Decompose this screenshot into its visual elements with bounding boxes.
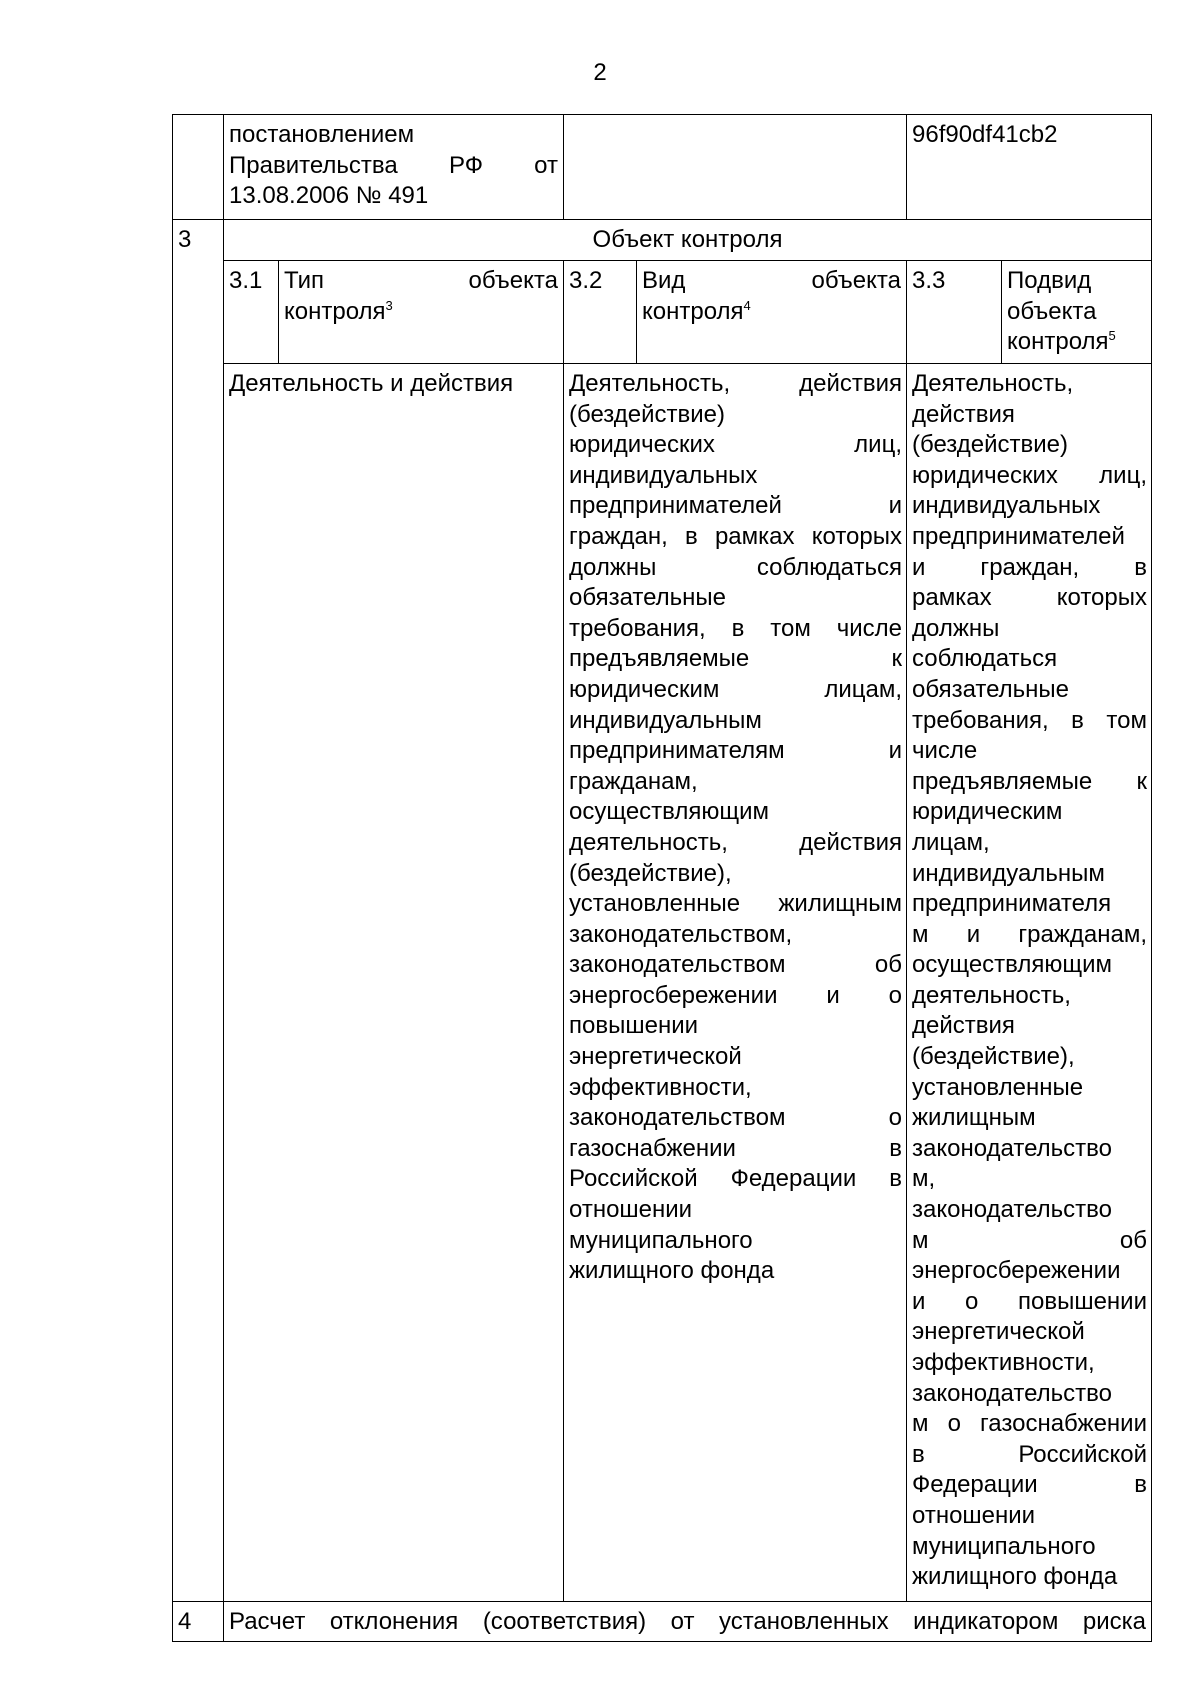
subheader-number-3-1: 3.1 xyxy=(224,261,279,364)
object-subkind-line-26: законодательство xyxy=(912,1134,1112,1162)
table-row-object-header xyxy=(173,220,1152,261)
object-kind-line-2: (бездействие) xyxy=(569,400,726,428)
object-subkind-line-13: числе xyxy=(912,737,978,765)
object-kind-line-9: требования, в том числе xyxy=(569,614,902,642)
object-kind-line-17: (бездействие), xyxy=(569,859,732,887)
object-subkind-line-31: и о повышении xyxy=(912,1287,1147,1315)
object-kind-line-16: деятельность, действия xyxy=(569,828,902,856)
object-kind-line-12: индивидуальным xyxy=(569,706,762,734)
object-subkind-line-14: предъявляемые к xyxy=(912,767,1147,795)
subheader-kind-line-2: контроля xyxy=(642,297,744,325)
object-subkind-line-23: (бездействие), xyxy=(912,1043,1075,1071)
object-subkind-line-7: и граждан, в xyxy=(912,553,1147,581)
footnote-3: 3 xyxy=(385,297,393,313)
footnote-5: 5 xyxy=(1108,328,1116,344)
object-subkind-value xyxy=(907,364,1152,1602)
subheader-type-line-1: Тип объекта xyxy=(284,267,558,294)
footnote-4: 4 xyxy=(743,297,751,313)
object-subkind-line-6: предпринимателей xyxy=(912,522,1125,550)
object-kind-line-14: гражданам, xyxy=(569,767,698,795)
subheader-number-3-3: 3.3 xyxy=(907,261,1002,364)
object-kind-line-26: газоснабжении в xyxy=(569,1134,902,1162)
object-kind-line-8: обязательные xyxy=(569,584,727,612)
object-subkind-line-22: действия xyxy=(912,1012,1015,1040)
object-subkind-line-12: требования, в том xyxy=(912,706,1147,734)
object-subkind-line-25: жилищным xyxy=(912,1104,1036,1132)
object-kind-value xyxy=(564,364,907,1602)
object-subkind-line-32: энергетической xyxy=(912,1318,1085,1346)
object-subkind-line-40: жилищного фонда xyxy=(912,1563,1118,1591)
page-number: 2 xyxy=(593,59,607,86)
object-kind-line-22: повышении xyxy=(569,1012,699,1040)
object-subkind-line-20: осуществляющим xyxy=(912,951,1113,979)
object-kind-line-10: предъявляемые к xyxy=(569,645,902,673)
row-number-cell xyxy=(173,115,224,220)
table-row-values xyxy=(173,364,1152,1602)
subheader-type-of-object xyxy=(279,261,564,364)
object-subkind-line-33: эффективности, xyxy=(912,1349,1095,1376)
object-subkind-line-39: муниципального xyxy=(912,1532,1096,1560)
object-subkind-line-19: м и гражданам, xyxy=(912,920,1147,948)
object-subkind-line-2: действия xyxy=(912,400,1015,428)
object-kind-line-24: эффективности, xyxy=(569,1073,752,1101)
object-kind-line-15: осуществляющим xyxy=(569,798,770,826)
object-subkind-line-10: соблюдаться xyxy=(912,645,1058,673)
row-number-4: 4 xyxy=(173,1602,224,1642)
object-subkind-line-5: индивидуальных xyxy=(912,492,1101,520)
object-subkind-line-18: предпринимателя xyxy=(912,890,1112,918)
object-subkind-line-4: юридических лиц, xyxy=(912,461,1147,489)
object-subkind-line-8: рамках которых xyxy=(912,584,1147,612)
object-kind-line-11: юридическим лицам, xyxy=(569,675,902,703)
object-kind-line-18: установленные жилищным xyxy=(569,890,902,918)
subheader-subkind-line-3: контроля xyxy=(1007,328,1109,356)
subheader-number-3-2: 3.2 xyxy=(564,261,637,364)
object-subkind-text xyxy=(912,369,1147,1593)
object-kind-line-30: жилищного фонда xyxy=(569,1257,775,1285)
object-subkind-line-30: энергосбережении xyxy=(912,1257,1121,1285)
object-kind-line-6: граждан, в рамках которых xyxy=(569,522,902,550)
object-type-text: Деятельность и действия xyxy=(229,370,514,397)
identifier-cell: 96f90df41cb2 xyxy=(907,115,1152,220)
object-subkind-line-11: обязательные xyxy=(912,675,1070,703)
object-subkind-line-38: отношении xyxy=(912,1501,1036,1529)
table-row-top xyxy=(173,115,1152,220)
empty-cell xyxy=(564,115,907,220)
object-kind-line-28: отношении xyxy=(569,1196,693,1224)
object-subkind-line-1: Деятельность, xyxy=(912,370,1074,397)
subheader-subkind-of-object xyxy=(1002,261,1152,364)
object-subkind-line-34: законодательство xyxy=(912,1379,1112,1407)
subheader-subkind-line-2: объекта xyxy=(1007,297,1097,325)
table-row-subheaders xyxy=(173,261,1152,364)
object-kind-text xyxy=(569,369,902,1287)
object-kind-line-25: законодательством о xyxy=(569,1104,902,1132)
object-kind-line-19: законодательством, xyxy=(569,920,793,948)
object-kind-line-27: Российской Федерации в xyxy=(569,1165,902,1193)
object-kind-line-21: энергосбережении и о xyxy=(569,981,902,1009)
deviation-calculation-cell xyxy=(224,1602,1152,1642)
document-reference-cell xyxy=(224,115,564,220)
object-subkind-line-27: м, xyxy=(912,1165,936,1193)
object-type-value xyxy=(224,364,564,1602)
object-kind-line-1: Деятельность, действия xyxy=(569,370,902,397)
object-kind-line-7: должны соблюдаться xyxy=(569,553,902,581)
object-kind-line-4: индивидуальных xyxy=(569,461,758,489)
object-kind-line-23: энергетической xyxy=(569,1043,742,1071)
object-kind-line-13: предпринимателям и xyxy=(569,737,902,765)
document-table xyxy=(172,114,1152,1642)
subheader-type-line-2: контроля xyxy=(284,297,386,325)
object-subkind-line-15: юридическим xyxy=(912,798,1063,826)
reference-line-2: Правительства РФ от xyxy=(229,151,558,179)
object-kind-line-5: предпринимателей и xyxy=(569,492,902,520)
object-control-title: Объект контроля xyxy=(224,220,1152,261)
object-subkind-line-16: лицам, xyxy=(912,828,990,856)
object-subkind-line-37: Федерации в xyxy=(912,1471,1147,1499)
object-subkind-line-36: в Российской xyxy=(912,1440,1147,1468)
object-subkind-line-29: м об xyxy=(912,1226,1147,1254)
object-subkind-line-24: установленные xyxy=(912,1073,1084,1101)
reference-line-3: 13.08.2006 № 491 xyxy=(229,182,429,210)
object-kind-line-20: законодательством об xyxy=(569,951,902,979)
reference-line-1: постановлением xyxy=(229,121,415,148)
subheader-subkind-line-1: Подвид xyxy=(1007,267,1092,294)
deviation-calculation-text: Расчет отклонения (соответствия) от установленных индикатором риска xyxy=(229,1608,1146,1635)
object-subkind-line-17: индивидуальным xyxy=(912,859,1105,887)
object-subkind-line-21: деятельность, xyxy=(912,981,1071,1009)
object-kind-line-29: муниципального xyxy=(569,1226,753,1254)
object-subkind-line-3: (бездействие) xyxy=(912,431,1069,459)
table-row-4 xyxy=(173,1602,1152,1642)
row-number-3: 3 xyxy=(173,220,224,1602)
subheader-kind-line-1: Вид объекта xyxy=(642,267,901,294)
object-kind-line-3: юридических лиц, xyxy=(569,431,902,459)
subheader-kind-of-object xyxy=(637,261,907,364)
object-subkind-line-28: законодательство xyxy=(912,1196,1112,1224)
object-subkind-line-9: должны xyxy=(912,614,1000,642)
object-subkind-line-35: м о газоснабжении xyxy=(912,1410,1147,1438)
